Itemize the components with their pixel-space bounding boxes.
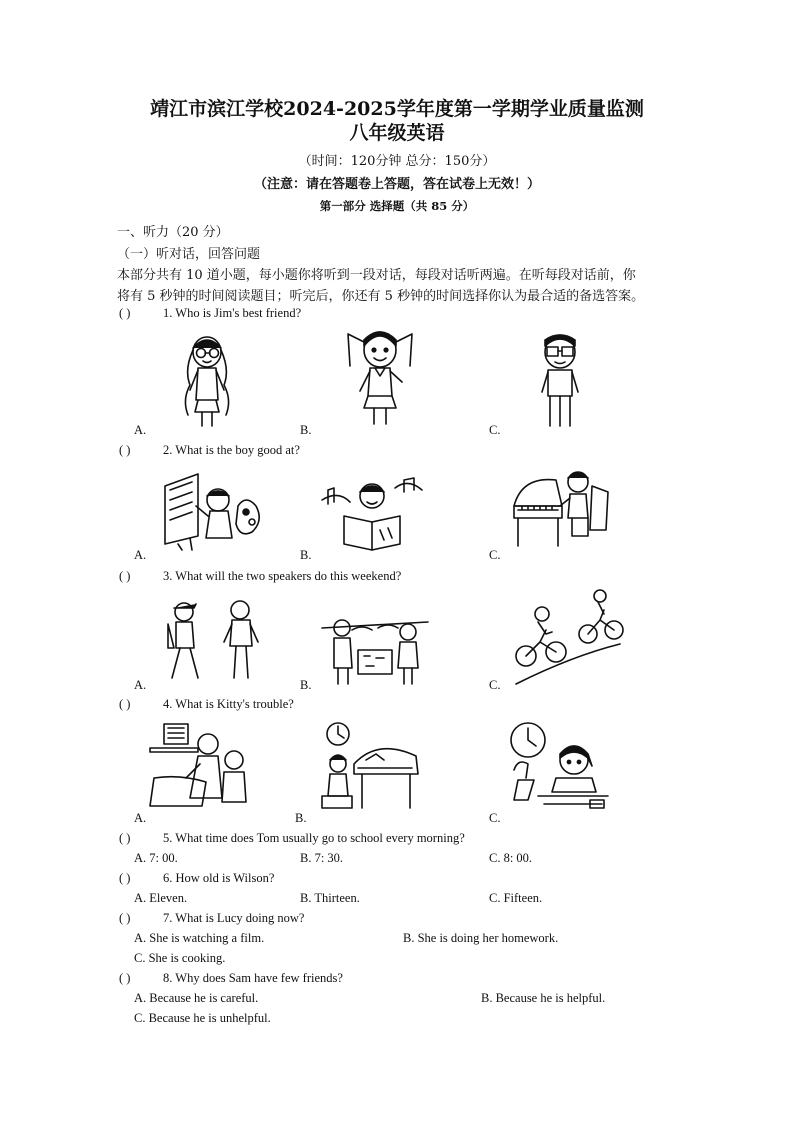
answer-blank[interactable]: ( ) <box>119 831 131 845</box>
answer-blank[interactable]: ( ) <box>119 443 131 457</box>
instruction-line: 本部分共有 10 道小题，每小题你将听到一段对话，每段对话听两遍。在听每段对话前，你 <box>117 268 636 283</box>
question-text: 3. What will the two speakers do this weekend? <box>163 569 402 583</box>
question-text: 4. What is Kitty's trouble? <box>163 697 294 711</box>
people-shopping-image <box>322 608 428 686</box>
option-b[interactable]: B. <box>300 423 312 437</box>
girl-with-glasses-image <box>170 330 245 430</box>
question-text: 8. Why does Sam have few friends? <box>163 971 343 985</box>
question-text: 6. How old is Wilson? <box>163 871 275 885</box>
option-b[interactable]: B. <box>300 548 312 562</box>
part-heading: 第一部分 选择题（共 85 分） <box>319 199 475 213</box>
answer-blank[interactable]: ( ) <box>119 971 131 985</box>
sub-heading: （一）听对话，回答问题 <box>117 247 261 262</box>
option-b[interactable]: B. <box>295 811 307 825</box>
option-a[interactable]: A. 7: 00. <box>134 851 178 865</box>
instruction-line: 将有 5 秒钟的时间阅读题目；听完后，你还有 5 秒钟的时间选择你认为最合适的备选答案。 <box>117 289 645 304</box>
option-c[interactable]: C. <box>489 423 501 437</box>
question-text: 7. What is Lucy doing now? <box>163 911 305 925</box>
exam-title: 靖江市滨江学校2024-2025学年度第一学期学业质量监测 <box>150 98 644 120</box>
option-b[interactable]: B. Because he is helpful. <box>481 991 606 1005</box>
option-a[interactable]: A. Eleven. <box>134 891 188 905</box>
option-b[interactable]: B. 7: 30. <box>300 851 344 865</box>
boy-playing-piano-image <box>512 466 612 551</box>
option-b[interactable]: B. She is doing her homework. <box>403 931 559 945</box>
answer-blank[interactable]: ( ) <box>119 871 131 885</box>
boy-singing-image <box>320 470 425 555</box>
boy-with-glasses-image <box>530 330 590 430</box>
answer-blank[interactable]: ( ) <box>119 569 131 583</box>
question-text: 1. Who is Jim's best friend? <box>163 306 302 320</box>
section-heading: 一、听力（20 分） <box>117 225 229 240</box>
option-a[interactable]: A. <box>134 678 147 692</box>
boy-painting-image <box>160 466 265 551</box>
option-a[interactable]: A. <box>134 548 147 562</box>
option-b[interactable]: B. <box>300 678 312 692</box>
option-c[interactable]: C. <box>489 811 501 825</box>
girl-doing-homework-image <box>508 718 610 812</box>
option-c[interactable]: C. Fifteen. <box>489 891 543 905</box>
option-a[interactable]: A. She is watching a film. <box>134 931 265 945</box>
exam-subtitle: 八年级英语 <box>349 122 445 144</box>
time-info: （时间：120分钟 总分：150分） <box>298 154 496 169</box>
option-a[interactable]: A. Because he is careful. <box>134 991 259 1005</box>
doctor-visit-image <box>150 718 254 810</box>
question-text: 5. What time does Tom usually go to school every morning? <box>163 831 465 845</box>
option-c[interactable]: C. 8: 00. <box>489 851 533 865</box>
option-a[interactable]: A. <box>134 811 147 825</box>
question-text: 2. What is the boy good at? <box>163 443 300 457</box>
option-b[interactable]: B. Thirteen. <box>300 891 360 905</box>
option-c[interactable]: C. <box>489 548 501 562</box>
option-c[interactable]: C. She is cooking. <box>134 951 226 965</box>
people-cycling-image <box>512 586 622 686</box>
girl-with-pigtails-image <box>340 326 420 426</box>
notice: （注意：请在答题卷上答题，答在试卷上无效！） <box>253 177 540 192</box>
option-c[interactable]: C. <box>489 678 501 692</box>
answer-blank[interactable]: ( ) <box>119 306 131 320</box>
answer-blank[interactable]: ( ) <box>119 697 131 711</box>
people-walking-image <box>158 598 268 682</box>
answer-blank[interactable]: ( ) <box>119 911 131 925</box>
option-c[interactable]: C. Because he is unhelpful. <box>134 1011 271 1025</box>
option-a[interactable]: A. <box>134 423 147 437</box>
girl-playing-piano-image <box>318 720 422 812</box>
